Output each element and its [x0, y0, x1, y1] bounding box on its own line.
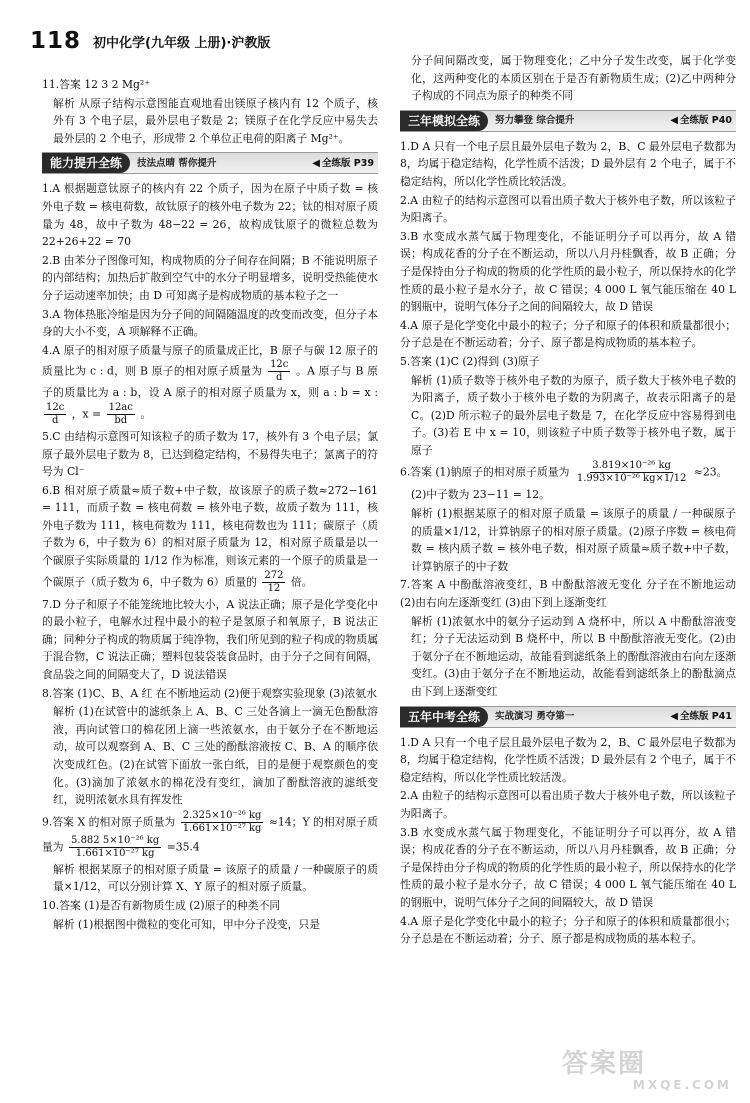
- answer-q11: 11.答案 12 3 2 Mg²⁺: [42, 78, 150, 91]
- book-title: 初中化学(九年级 上册)·沪教版: [93, 36, 271, 51]
- page-number: 118: [30, 28, 82, 54]
- banner-title: 五年中考全练: [400, 707, 488, 727]
- answer-q10: 10.答案 (1)是否有新物质生成 (2)原子的种类不同: [42, 898, 281, 912]
- text: 倍。: [290, 575, 313, 589]
- analysis-q10: 解析 (1)根据图中微粒的变化可知，甲中分子没变，只是: [53, 917, 321, 931]
- denominator: 1.661×10⁻²⁷ kg: [182, 822, 262, 834]
- text: 4.A 原子的相对原子质量与原子的质量成正比，B 原子与碳 12 原子的质量比为 c : d，则 B 原子的相对原子质量为: [42, 343, 378, 378]
- analysis-b6: 解析 (1)根据某原子的相对原子质量 = 该原子的质量 / 一种碳原子的质量×1/12，计算钠原子的相对原子质量。(2)原子序数 = 核电荷数 = 核内质子数 = 核外电子数，相对原子质量≈质子数+中子数，计算钠原子的中子数: [411, 507, 736, 573]
- banner-title: 三年模拟全练: [400, 111, 488, 131]
- answer-b6-part2: (2)中子数为 23−11 = 12。: [411, 488, 550, 502]
- answer-a2: 2.B 由苯分子图像可知，构成物质的分子间存在间隔；B 不能说明原子的内部结构；加热后扩散到空气中的水分子明显增多，说明受热能使水分子运动速率加快；由 D 可知离子是构成物质的基本粒子之一: [42, 253, 378, 302]
- text: 9.答案 X 的相对原子质量为: [42, 815, 176, 829]
- section-banner-mock: [400, 110, 736, 132]
- watermark-text: 答案圈: [562, 1049, 647, 1079]
- arrow-icon: ◀: [670, 114, 678, 126]
- text: 。: [140, 407, 152, 421]
- text: ，x =: [71, 407, 102, 421]
- right-column: [400, 52, 736, 949]
- answer-a6: [42, 482, 378, 595]
- numerator: 3.819×10⁻²⁶ kg: [592, 460, 671, 472]
- fraction: [107, 402, 135, 427]
- arrow-icon: ◀: [670, 710, 678, 722]
- analysis-q11: 解析 从原子结构示意图能直观地看出镁原子核内有 12 个质子，核外有 3 个电子层，最外层电子数是 2；镁原子在化学反应中易失去最外层的 2 个电子，形成带 2 个单位正电荷的阳离子 Mg²⁺。: [53, 96, 378, 145]
- left-column: [42, 76, 378, 934]
- fraction: [181, 810, 264, 835]
- fraction: [69, 835, 161, 860]
- analysis-b7: 解析 (1)浓氨水中的氨分子运动到 A 烧杯中，所以 A 中酚酞溶液变红；分子无法运动到 B 烧杯中，所以 B 中酚酞溶液无变化。(2)由于氨分子在不断地运动，故能看到滤纸条上的酚酞溶液由右向左逐渐变红。(3)由于氨分子在不断地运动，故能看到滤纸条上的酚酞滴点由下到上逐渐变红: [411, 614, 736, 698]
- fraction: [268, 359, 290, 384]
- denominator: d: [276, 372, 283, 384]
- numerator: 272: [264, 569, 284, 581]
- answer-a5: 5.C 由结构示意图可知该粒子的质子数为 17，核外有 3 个电子层；氯原子最外层电子数为 8，已达到稳定结构，不易得失电子；氯离子的符号为 Cl⁻: [42, 429, 378, 479]
- text: =35.4: [166, 840, 200, 854]
- section-banner-exam: [400, 706, 736, 728]
- analysis-q8: 解析 (1)在试管中的滤纸条上 A、B、C 三处各滴上一滴无色酚酞溶液，再向试管口的棉花团上滴一些浓氨水，由于氨分子在不断地运动，故可以观察到 A、B、C 三处的酚酞溶液按 C、B、A 的顺序依次变成红色。(2)在试管下面放一张白纸，目的是便于观察颜色的变化。(3)滴加了浓氨水的棉花没有变红，滴加了酚酞溶液的滤纸变红，说明浓氨水具有挥发性: [53, 705, 378, 807]
- answer-q8: 8.答案 (1)C、B、A 红 在不断地运动 (2)便于观察实验现象 (3)浓氨水: [42, 686, 377, 700]
- text: 6.B 相对原子质量≈质子数+中子数，故该原子的质子数≈272−161 = 111，而质子数 = 核电荷数 = 核外电子数，故质子数为 111，核外电子数为 111，核电荷数为 111，核电荷数也为 111；碳原子（质子数为 6，中子数为 6）的相对原子质量为 12，相对原子质量是以一个碳原子实际质量的 1/12 作为标准，则该元素的一个原子的质量是一个碳原子（质子数为 6，中子数为 6）质量的: [42, 483, 378, 589]
- text: ≈23。: [693, 465, 728, 479]
- banner-subtitle: 实战演习 勇夺第一: [495, 710, 575, 722]
- banner-page-ref: 全练版 P40: [680, 114, 732, 126]
- numerator: 5.882 5×10⁻²⁶ kg: [71, 834, 160, 846]
- answer-c4: 4.A 原子是化学变化中最小的粒子；分子和原子的体积和质量都很小；分子总是在不断运动着；分子、原子都是构成物质的基本粒子。: [400, 914, 736, 946]
- answer-q9: [42, 810, 378, 860]
- arrow-icon: ◀: [312, 157, 320, 169]
- numerator: 12c: [46, 401, 65, 413]
- answer-b6: [400, 460, 736, 485]
- answer-b7: 7.答案 A 中酚酞溶液变红，B 中酚酞溶液无变化 分子在不断地运动 (2)由右向左逐渐变红 (3)由下到上逐渐变红: [400, 578, 736, 610]
- answer-a3: 3.A 物体热胀冷缩是因为分子间的间隔随温度的改变而改变，但分子本身的大小不变，A 项解释不正确。: [42, 307, 378, 339]
- banner-page-ref: 全练版 P39: [322, 157, 374, 169]
- denominator: bd: [114, 414, 128, 426]
- fraction: [44, 402, 66, 427]
- answer-b2: 2.A 由粒子的结构示意图可以看出质子数大于核外电子数，所以该粒子为阳离子。: [400, 193, 736, 225]
- text: ≈14；Y 的相对原子质量为: [42, 815, 378, 854]
- answer-b5: 5.答案 (1)C (2)得到 (3)原子: [400, 354, 540, 368]
- answer-b4: 4.A 原子是化学变化中最小的粒子；分子和原子的体积和质量都很小；分子总是在不断运动着；分子、原子都是构成物质的基本粒子。: [400, 318, 736, 350]
- fraction: [575, 460, 689, 485]
- banner-subtitle: 技法点晴 帮你提升: [137, 157, 217, 169]
- denominator: 1.993×10⁻²⁶ kg×1/12: [576, 473, 687, 485]
- watermark-logo: [562, 1050, 732, 1094]
- answer-c3: 3.B 水变成水蒸气属于物理变化，不能证明分子可以再分，故 A 错误；构成花香的分子在不断运动，所以八月丹桂飘香，故 B 正确；分子是保持由分子构成的物质的化学性质的最小粒子，所以保持水的化学性质的最小粒子是水分子，故 C 错误；4 000 L 氧气能压缩在 40 L 的钢瓶中，说明气体分子之间的间隔较大，故 D 错误: [400, 825, 736, 909]
- denominator: d: [51, 414, 59, 426]
- fraction: [262, 570, 285, 595]
- section-banner-ability: [42, 152, 378, 174]
- analysis-b5: 解析 (1)质子数等于核外电子数的为原子，质子数大于核外电子数的为阳离子，质子数小于核外电子数的为阴离子，故表示阳离子的是 C。(2)D 所示粒子的最外层电子数是 7，在化学反应中容易得到电子。(3)若 E 中 x = 10，则该粒子中质子数等于核外电子数，属于原子: [411, 373, 736, 457]
- numerator: 12c: [270, 359, 289, 371]
- analysis-q9: 解析 根据某原子的相对原子质量 = 该原子的质量 / 一种碳原子的质量×1/12，可以分别计算 X、Y 原子的相对原子质量。: [53, 862, 378, 894]
- banner-title: 能力提升全练: [42, 153, 130, 173]
- answer-a4: [42, 342, 378, 427]
- answer-c2: 2.A 由粒子的结构示意图可以看出质子数大于核外电子数，所以该粒子为阳离子。: [400, 789, 736, 820]
- answer-b1: 1.D A 只有一个电子层且最外层电子数为 2，B、C 最外层电子数都为 8，均属于稳定结构，化学性质不活泼；D 最外层有 2 个电子，属于不稳定结构，所以化学性质比较活泼。: [400, 139, 736, 188]
- watermark-url: MXQE.COM: [632, 1078, 732, 1092]
- answer-a1: 1.A 根据题意钛原子的核内有 22 个质子，因为在原子中质子数 = 核外电子数 = 核电荷数，故钛原子的核外电子数为 22；钛的相对原子质量为 48，故中子数为 48−22 = 26，故构成钛原子的微粒总数为 22+26+22 = 70: [42, 182, 378, 249]
- banner-subtitle: 努力攀登 综合提升: [495, 114, 575, 126]
- answer-a7: 7.D 分子和原子不能笼统地比较大小，A 说法正确；原子是化学变化中的最小粒子，电解水过程中最小的粒子是氢原子和氧原子，B 说法正确；同种分子构成的物质属于纯净物，我们所见到的粒子构成的物质属于混合物，C 说法正确；塑料包装袋装食品时，由于分子之间有间隔，食品袋之间的间隔变大了，D 说法错误: [42, 597, 378, 682]
- denominator: 12: [267, 582, 281, 594]
- analysis-q10-cont: 分子间间隔改变，属于物理变化；乙中分子发生改变，属于化学变化，这两种变化的本质区别在于是否有新物质生成；(2)乙中两种分子构成的不同点为原子的种类不同: [411, 54, 736, 103]
- text: 6.答案 (1)钠原子的相对原子质量为: [400, 465, 570, 479]
- text: 。A 原子与 B 原子的质量比为 a : b，设 A 原子的相对原子质量为 x，则 a : b = x :: [42, 364, 378, 400]
- answer-b3: 3.B 水变成水蒸气属于物理变化，不能证明分子可以再分，故 A 错误；构成花香的分子在不断运动，所以八月丹桂飘香，故 B 正确；分子是保持由分子构成的物质的化学性质的最小粒子，所以保持水的化学性质的最小粒子是水分子，故 C 错误；4 000 L 氧气能压缩在 40 L 的钢瓶中，说明气体分子之间的间隔较大，故 D 错误: [400, 229, 736, 314]
- answer-c1: 1.D A 只有一个电子层且最外层电子数为 2，B、C 最外层电子数都为 8，均属于稳定结构，化学性质不活泼；D 最外层有 2 个电子，属于不稳定结构，所以化学性质比较活泼。: [400, 735, 736, 784]
- denominator: 1.661×10⁻²⁷ kg: [75, 847, 155, 859]
- numerator: 12ac: [108, 401, 133, 413]
- banner-page-ref: 全练版 P41: [680, 710, 732, 722]
- numerator: 2.325×10⁻²⁶ kg: [182, 809, 262, 821]
- page-header: [30, 14, 720, 54]
